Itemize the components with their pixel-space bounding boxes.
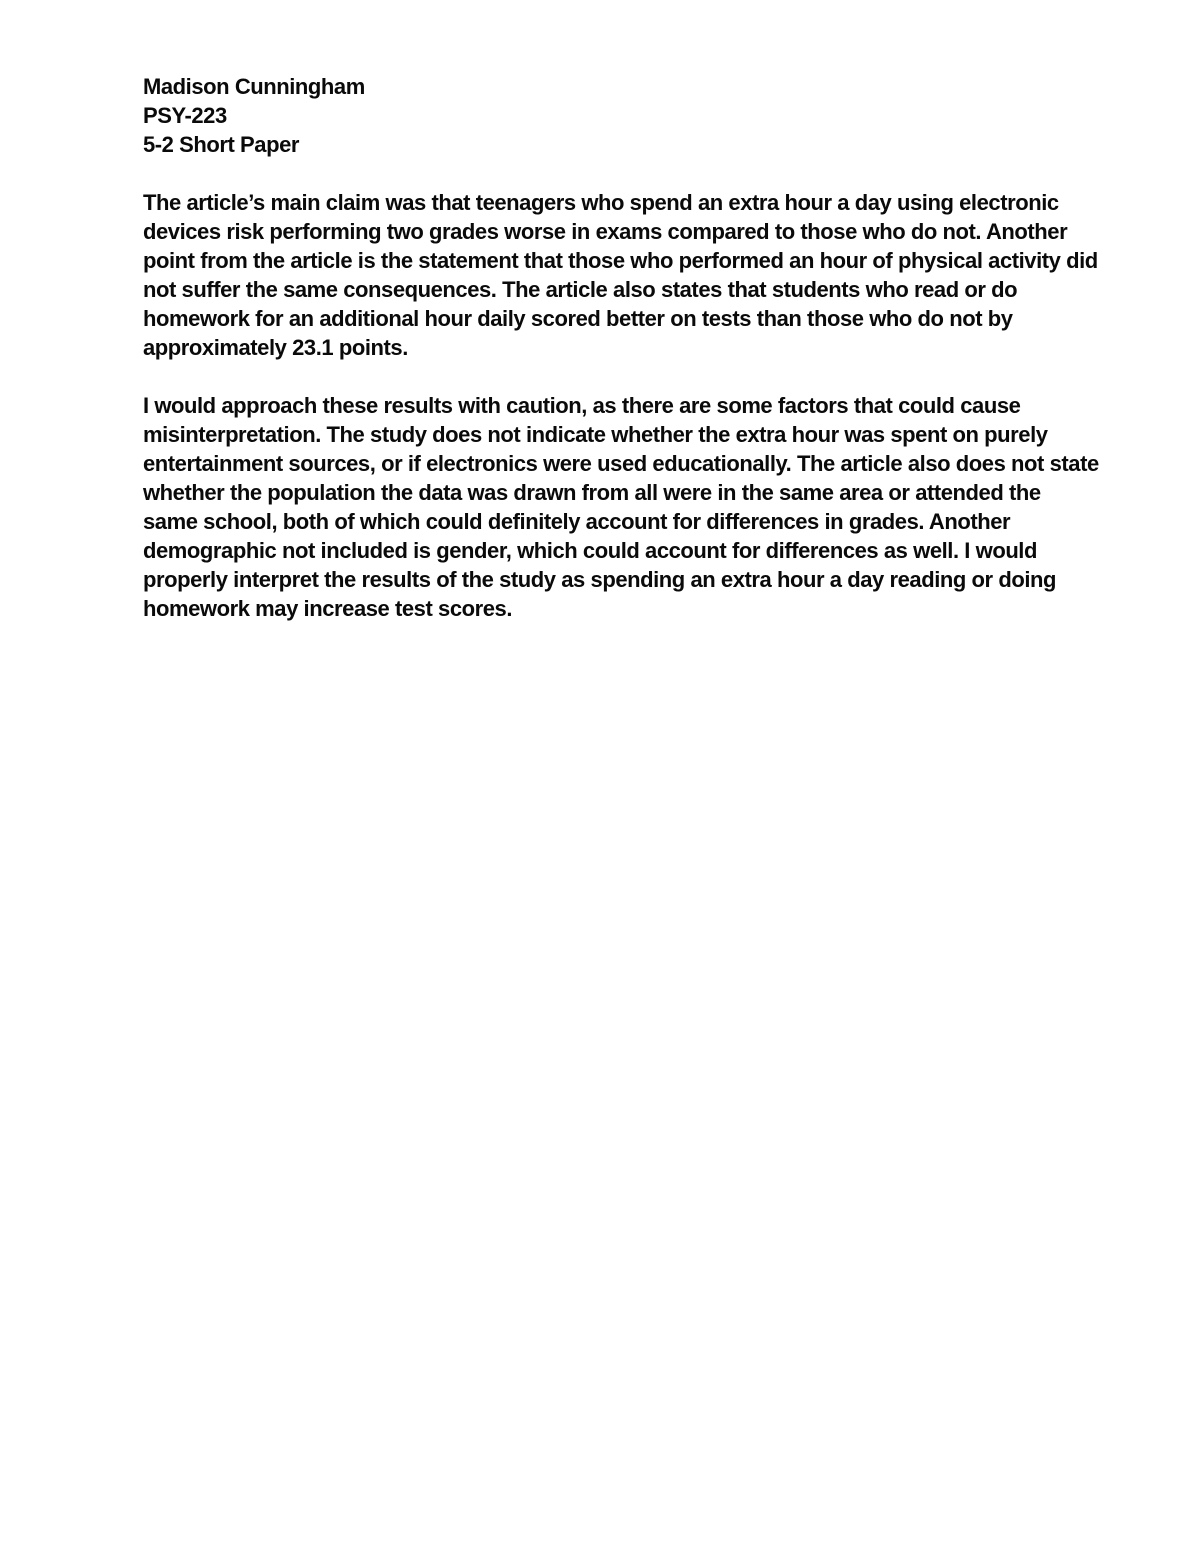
paragraph-line: The article’s main claim was that teenagers who spend an extra hour a day using electronic — [143, 190, 1059, 215]
paragraph-2 — [143, 391, 1103, 623]
paragraph-line: point from the article is the statement that those who performed an hour of physical activity did — [143, 248, 1098, 273]
paper-title: 5-2 Short Paper — [143, 132, 300, 157]
author-name: Madison Cunningham — [143, 74, 365, 99]
course-code: PSY-223 — [143, 103, 227, 128]
paragraph-line: same school, both of which could definitely account for differences in grades. Another — [143, 509, 1011, 534]
paragraph-line: approximately 23.1 points. — [143, 335, 408, 360]
paragraph-1 — [143, 188, 1103, 362]
paragraph-line: homework may increase test scores. — [143, 596, 513, 621]
paragraph-line: homework for an additional hour daily scored better on tests than those who do not by — [143, 306, 1013, 331]
paragraph-line: misinterpretation. The study does not indicate whether the extra hour was spent on purely — [143, 422, 1048, 447]
paragraph-line: not suffer the same consequences. The article also states that students who read or do — [143, 277, 1018, 302]
paragraph-line: properly interpret the results of the study as spending an extra hour a day reading or doing — [143, 567, 1057, 592]
document-header — [143, 72, 1103, 159]
blank-line — [143, 159, 1103, 188]
paragraph-line: devices risk performing two grades worse in exams compared to those who do not. Another — [143, 219, 1068, 244]
paragraph-line: demographic not included is gender, which could account for differences as well. I would — [143, 538, 1037, 563]
blank-line — [143, 362, 1103, 391]
paragraph-line: entertainment sources, or if electronics were used educationally. The article also does not state — [143, 451, 1099, 476]
paragraph-line: I would approach these results with caution, as there are some factors that could cause — [143, 393, 1021, 418]
document-content — [143, 72, 1103, 623]
paragraph-line: whether the population the data was drawn from all were in the same area or attended the — [143, 480, 1041, 505]
